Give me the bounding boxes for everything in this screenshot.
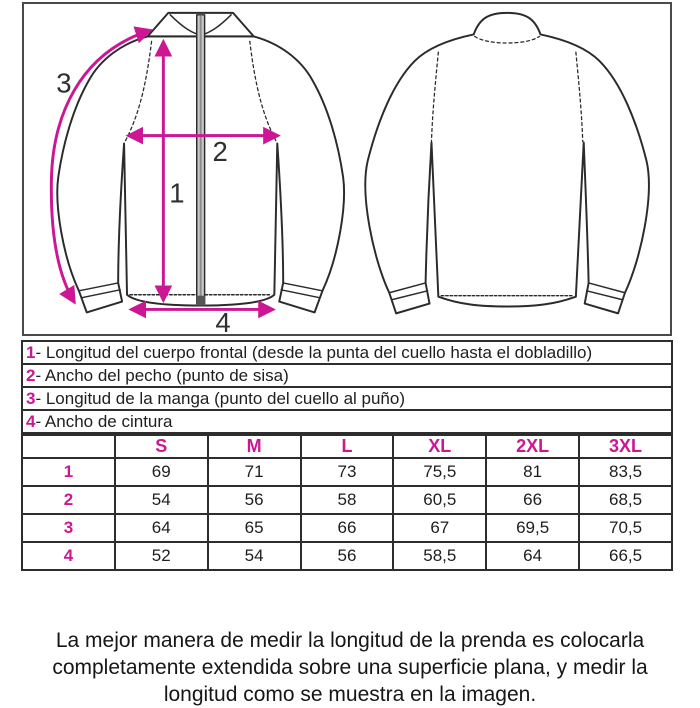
value-cell: 58,5 <box>393 542 486 570</box>
size-col-m: M <box>208 435 301 458</box>
value-cell: 64 <box>486 542 579 570</box>
measure-label-2: 2 <box>212 136 228 168</box>
value-cell: 67 <box>393 514 486 542</box>
size-table-corner-cell <box>22 435 115 458</box>
value-cell: 66,5 <box>579 542 672 570</box>
measure-label-3: 3 <box>56 67 72 99</box>
value-cell: 65 <box>208 514 301 542</box>
value-cell: 54 <box>208 542 301 570</box>
legend-item-1 <box>23 342 671 363</box>
zipper-stop <box>196 296 205 306</box>
row-label-2: 2 <box>22 486 115 514</box>
value-cell: 54 <box>115 486 208 514</box>
table-row-measure-1 <box>22 458 672 486</box>
size-table <box>21 434 673 571</box>
value-cell: 60,5 <box>393 486 486 514</box>
legend-item-3 <box>23 386 671 409</box>
size-col-s: S <box>115 435 208 458</box>
legend-number-1: 1 <box>26 343 36 362</box>
table-row-measure-3 <box>22 514 672 542</box>
legend-number-4: 4 <box>26 412 36 431</box>
measure-label-1: 1 <box>169 177 185 209</box>
jacket-back-outline <box>365 13 648 314</box>
row-label-3: 3 <box>22 514 115 542</box>
legend-number-2: 2 <box>26 366 36 385</box>
jacket-back-view <box>365 13 648 314</box>
legend-number-3: 3 <box>26 389 36 408</box>
value-cell: 64 <box>115 514 208 542</box>
measuring-instructions-note: La mejor manera de medir la longitud de la prenda es colocarla completamente extendida sobre una superficie plana, y medir la longitud como se muestra en la imagen. <box>52 629 648 706</box>
legend-item-4 <box>23 409 671 432</box>
legend-text-2: - Ancho del pecho (punto de sisa) <box>35 366 289 385</box>
value-cell: 73 <box>301 458 394 486</box>
value-cell: 68,5 <box>579 486 672 514</box>
row-label-4: 4 <box>22 542 115 570</box>
size-col-xl: XL <box>393 435 486 458</box>
legend-item-2 <box>23 363 671 386</box>
table-row-measure-2 <box>22 486 672 514</box>
value-cell: 69,5 <box>486 514 579 542</box>
size-col-3xl: 3XL <box>579 435 672 458</box>
legend-text-1: - Longitud del cuerpo frontal (desde la punta del cuello hasta el dobladillo) <box>35 343 593 362</box>
measurement-diagram-box <box>22 2 672 336</box>
value-cell: 81 <box>486 458 579 486</box>
value-cell: 71 <box>208 458 301 486</box>
value-cell: 58 <box>301 486 394 514</box>
table-row-measure-4 <box>22 542 672 570</box>
value-cell: 66 <box>301 514 394 542</box>
legend-text-3: - Longitud de la manga (punto del cuello al puño) <box>35 389 406 408</box>
size-table-header-row <box>22 435 672 458</box>
value-cell: 83,5 <box>579 458 672 486</box>
legend-text-4: - Ancho de cintura <box>35 412 173 431</box>
value-cell: 56 <box>208 486 301 514</box>
jacket-size-diagram <box>24 4 672 334</box>
value-cell: 69 <box>115 458 208 486</box>
value-cell: 52 <box>115 542 208 570</box>
size-col-2xl: 2XL <box>486 435 579 458</box>
value-cell: 70,5 <box>579 514 672 542</box>
value-cell: 56 <box>301 542 394 570</box>
row-label-1: 1 <box>22 458 115 486</box>
value-cell: 75,5 <box>393 458 486 486</box>
size-col-l: L <box>301 435 394 458</box>
measure-label-4: 4 <box>215 307 231 334</box>
value-cell: 66 <box>486 486 579 514</box>
measurement-legend <box>21 340 673 434</box>
